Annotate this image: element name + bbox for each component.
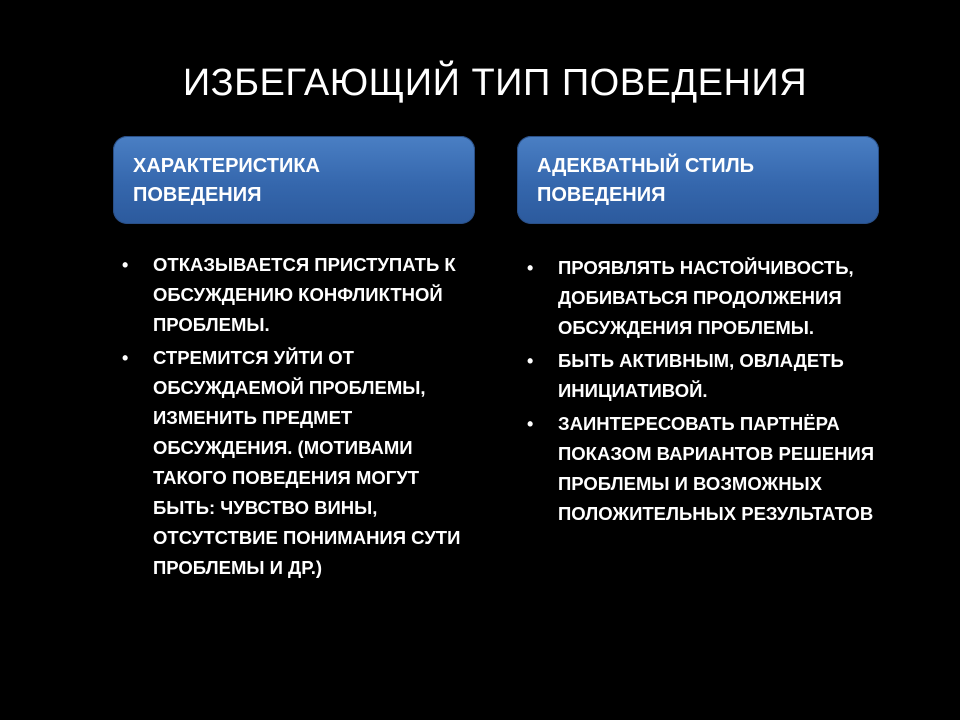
bullet-icon: • <box>122 348 129 368</box>
header-adequate-style <box>517 136 879 224</box>
slide-title: ИЗБЕГАЮЩИЙ ТИП ПОВЕДЕНИЯ <box>182 62 808 104</box>
list-item-text: БЫТЬ АКТИВНЫМ, ОВЛАДЕТЬ ИНИЦИАТИВОЙ. <box>558 350 844 401</box>
list-item-text: ЗАИНТЕРЕСОВАТЬ ПАРТНЁРА ПОКАЗОМ ВАРИАНТОВ РЕШЕНИЯ ПРОБЛЕМЫ И ВОЗМОЖНЫХ ПОЛОЖИТЕЛЬНЫХ РЕЗУЛЬТАТОВ <box>558 413 875 524</box>
left-bullet-list <box>122 250 472 586</box>
list-item <box>122 343 472 583</box>
list-item-text: ПРОЯВЛЯТЬ НАСТОЙЧИВОСТЬ, ДОБИВАТЬСЯ ПРОДОЛЖЕНИЯ ОБСУЖДЕНИЯ ПРОБЛЕМЫ. <box>558 257 854 338</box>
list-item <box>527 409 887 529</box>
header-behavior-characteristic <box>113 136 475 224</box>
bullet-icon: • <box>527 414 534 434</box>
header-right-line2: ПОВЕДЕНИЯ <box>537 184 666 206</box>
header-right-line1: АДЕКВАТНЫЙ СТИЛЬ <box>537 155 754 177</box>
list-item-text: СТРЕМИТСЯ УЙТИ ОТ ОБСУЖДАЕМОЙ ПРОБЛЕМЫ, ИЗМЕНИТЬ ПРЕДМЕТ ОБСУЖДЕНИЯ. (МОТИВАМИ ТАКОГО ПОВЕДЕНИЯ МОГУТ БЫТЬ: ЧУВСТВО ВИНЫ, ОТСУТСТВИЕ ПОНИМАНИЯ СУТИ ПРОБЛЕМЫ И ДР.) <box>153 347 461 578</box>
list-item <box>527 346 887 406</box>
list-item-text: ОТКАЗЫВАЕТСЯ ПРИСТУПАТЬ К ОБСУЖДЕНИЮ КОНФЛИКТНОЙ ПРОБЛЕМЫ. <box>153 254 456 335</box>
header-left-line1: ХАРАКТЕРИСТИКА <box>133 155 320 177</box>
bullet-icon: • <box>122 255 129 275</box>
bullet-icon: • <box>527 351 534 371</box>
list-item <box>122 250 472 340</box>
bullet-icon: • <box>527 258 534 278</box>
list-item <box>527 253 887 343</box>
right-bullet-list <box>527 253 887 532</box>
header-left-line2: ПОВЕДЕНИЯ <box>133 184 262 206</box>
